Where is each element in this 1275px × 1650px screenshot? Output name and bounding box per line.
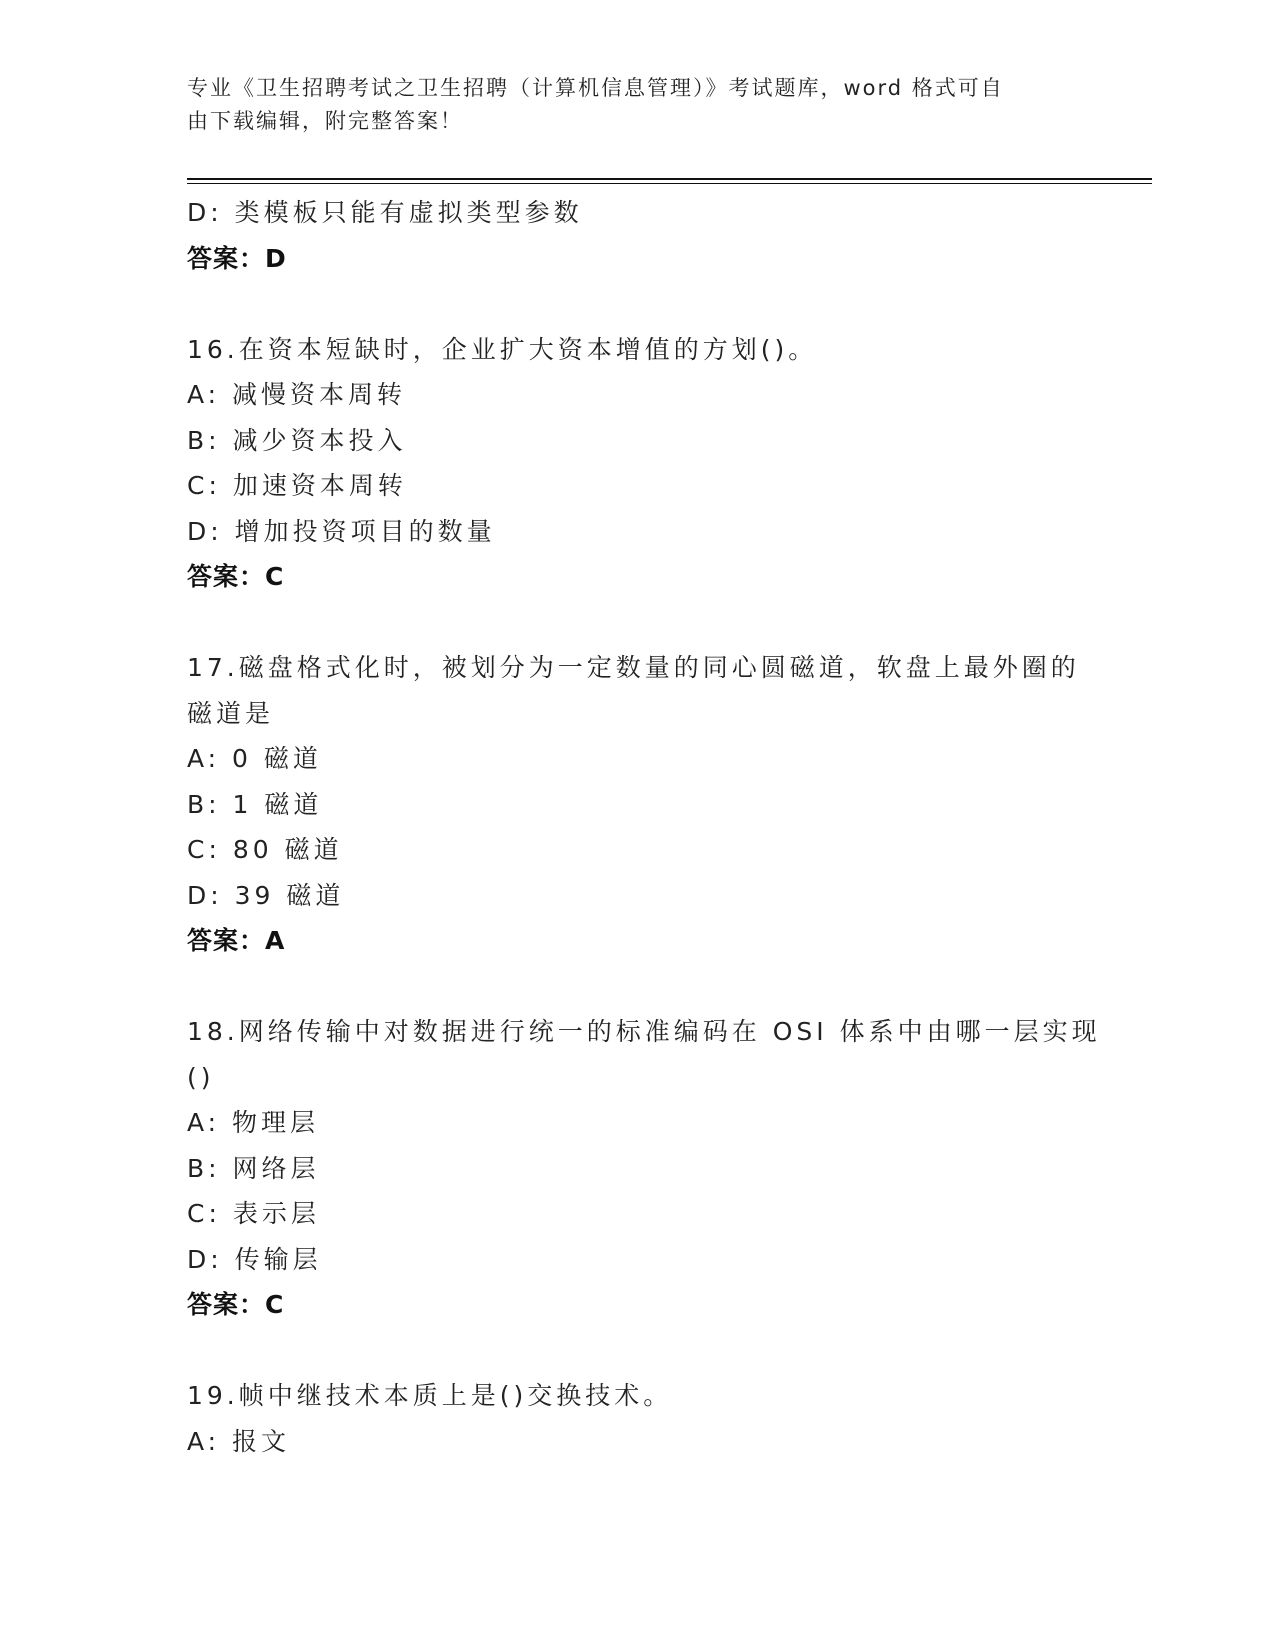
document-header xyxy=(187,72,1067,138)
question-content xyxy=(187,190,1101,1464)
option-c: C: 80 磁道 xyxy=(187,835,343,864)
header-line-1: 专业《卫生招聘考试之卫生招聘（计算机信息管理）》考试题库，word 格式可自 xyxy=(187,76,1004,100)
option-c: C: 加速资本周转 xyxy=(187,471,407,500)
spacer xyxy=(187,1328,1087,1374)
question-17-line-1: 17.磁盘格式化时，被划分为一定数量的同心圆磁道，软盘上最外圈的 xyxy=(187,653,1080,682)
option-d: D: 传输层 xyxy=(187,1244,322,1274)
question-17-line-2: 磁道是 xyxy=(187,698,275,728)
question-19: 19.帧中继技术本质上是()交换技术。 xyxy=(187,1381,673,1410)
question-16: 16.在资本短缺时，企业扩大资本增值的方划()。 xyxy=(187,334,818,364)
option-b: B: 网络层 xyxy=(187,1153,320,1183)
option-d: D: 39 磁道 xyxy=(187,880,345,910)
option-b: B: 减少资本投入 xyxy=(187,425,407,455)
answer-label: 答案：D xyxy=(187,243,287,273)
option-a: A: 减慢资本周转 xyxy=(187,380,407,409)
option-b: B: 1 磁道 xyxy=(187,789,323,819)
option-a: A: 物理层 xyxy=(187,1108,320,1137)
option-a: A: 0 磁道 xyxy=(187,744,322,773)
spacer xyxy=(187,964,1087,1010)
question-18-line-1: 18.网络传输中对数据进行统一的标准编码在 OSI 体系中由哪一层实现 xyxy=(187,1017,1101,1046)
option-d: D: 增加投资项目的数量 xyxy=(187,516,496,546)
header-rule-thick xyxy=(187,178,1152,180)
header-rule-thin xyxy=(187,183,1152,184)
option-a: A: 报文 xyxy=(187,1426,291,1456)
answer-label: 答案：A xyxy=(187,926,286,955)
option-c: C: 表示层 xyxy=(187,1199,320,1228)
spacer xyxy=(187,281,1087,327)
spacer xyxy=(187,600,1087,646)
question-18-line-2: () xyxy=(187,1062,215,1092)
option-d: D: 类模板只能有虚拟类型参数 xyxy=(187,198,583,227)
answer-label: 答案：C xyxy=(187,1290,285,1319)
answer-label: 答案：C xyxy=(187,562,285,591)
header-line-2: 由下载编辑，附完整答案！ xyxy=(187,109,463,133)
